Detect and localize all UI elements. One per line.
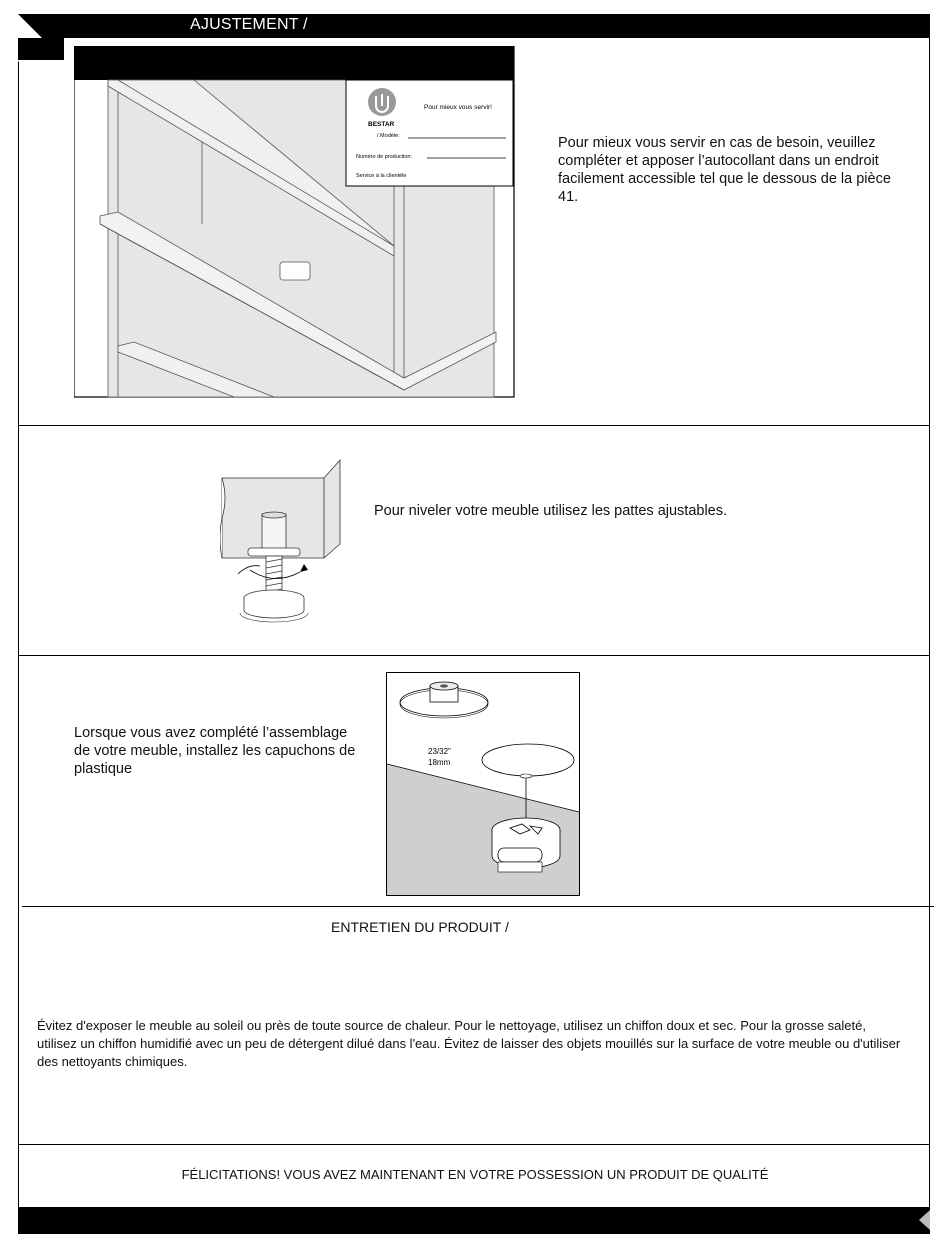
divider-1: [18, 425, 930, 426]
label-service: Service à la clientèle: [356, 173, 407, 179]
header-corner-block: [18, 38, 64, 60]
label-production: Numéro de production:: [356, 154, 412, 160]
divider-3: [22, 906, 934, 907]
footer-arrow-icon: [919, 1210, 930, 1230]
caps-dim-inches: 23/32": [428, 747, 451, 756]
shelf-illustration: [74, 46, 515, 398]
maintenance-title: ENTRETIEN DU PRODUIT /: [331, 919, 509, 935]
divider-2: [18, 655, 930, 656]
caps-instructions: Lorsque vous avez complété l’assemblage de votre meuble, installez les capuchons de plastique: [74, 725, 356, 777]
label-tagline: Pour mieux vous servir!: [424, 104, 492, 111]
maintenance-text: Évitez d'exposer le meuble au soleil ou près de toute source de chaleur. Pour le nettoyage, utilisez un chiffon doux et sec. Pour la grosse saleté, utilisez un chiffon humidifié avec un peu de détergent dilué dans l'eau. Évitez de laisser des objets mouillés sur la surface de votre meuble ou d'utiliser des nettoyants chimiques.: [37, 1018, 901, 1069]
header-bar: [18, 14, 930, 38]
leveler-illustration: [220, 458, 344, 626]
caps-dim-mm: 18mm: [428, 758, 451, 767]
divider-4: [18, 1144, 930, 1145]
label-model: / Modèle:: [377, 133, 400, 139]
header-title: AJUSTEMENT /: [190, 16, 308, 33]
level-instructions: Pour niveler votre meuble utilisez les pattes ajustables.: [374, 503, 728, 519]
caps-illustration: [386, 672, 581, 897]
congrats-text: FÉLICITATIONS! VOUS AVEZ MAINTENANT EN VOTRE POSSESSION UN PRODUIT DE QUALITÉ: [181, 1167, 769, 1182]
footer-bar: [18, 1207, 930, 1234]
label-brand: BESTAR: [368, 121, 395, 128]
sticker-instructions: Pour mieux vous servir en cas de besoin, veuillez compléter et apposer l’autocollant dans un endroit facilement accessible tel que le dessous de la pièce 41.: [558, 135, 891, 205]
bestar-logo-icon: [368, 88, 396, 116]
